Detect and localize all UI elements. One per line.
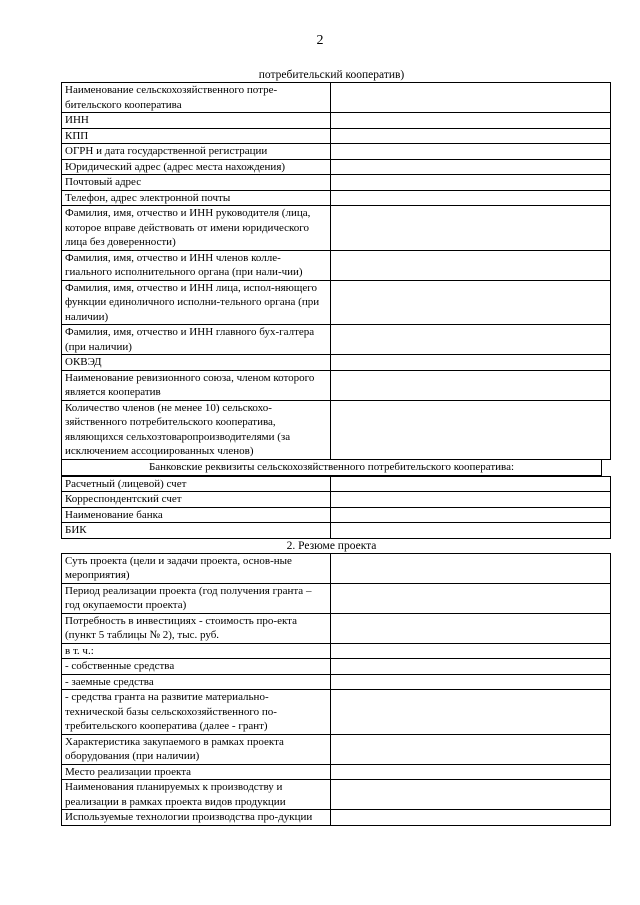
field-label: КПП [62, 128, 331, 144]
field-value[interactable] [331, 190, 611, 206]
field-value[interactable] [331, 810, 611, 826]
form-row [62, 144, 611, 160]
field-label: Расчетный (лицевой) счет [62, 476, 331, 492]
form-row [62, 507, 611, 523]
form-row [62, 643, 611, 659]
field-value[interactable] [331, 400, 611, 459]
project-summary-heading: 2. Резюме проекта [286, 539, 377, 552]
field-value[interactable] [331, 83, 611, 113]
field-value[interactable] [331, 175, 611, 191]
form-row [62, 523, 611, 539]
field-label: Наименование банка [62, 507, 331, 523]
field-value[interactable] [331, 206, 611, 251]
field-label: Характеристика закупаемого в рамках проекта оборудования (при наличии) [62, 734, 331, 764]
field-value[interactable] [331, 370, 611, 400]
form-row [62, 190, 611, 206]
field-label: ОГРН и дата государственной регистрации [62, 144, 331, 160]
field-label: Фамилия, имя, отчество и ИНН лица, испол-няющего функции единоличного исполни-тельного органа (при наличии) [62, 280, 331, 325]
form-row [62, 280, 611, 325]
form-row [62, 583, 611, 613]
field-value[interactable] [331, 128, 611, 144]
field-value[interactable] [331, 144, 611, 160]
application-form [61, 68, 602, 826]
form-row [62, 780, 611, 810]
field-value[interactable] [331, 355, 611, 371]
field-value[interactable] [331, 583, 611, 613]
form-row [62, 674, 611, 690]
field-value[interactable] [331, 643, 611, 659]
field-label: Фамилия, имя, отчество и ИНН членов колле-гиального исполнительного органа (при нали-чии) [62, 250, 331, 280]
field-label: Корреспондентский счет [62, 492, 331, 508]
form-row [62, 553, 611, 583]
field-label: Телефон, адрес электронной почты [62, 190, 331, 206]
field-value[interactable] [331, 690, 611, 735]
field-label: Наименования планируемых к производству и реализации в рамках проекта видов продукции [62, 780, 331, 810]
field-label: Фамилия, имя, отчество и ИНН главного бух-галтера (при наличии) [62, 325, 331, 355]
field-label: ОКВЭД [62, 355, 331, 371]
field-value[interactable] [331, 613, 611, 643]
field-label: Юридический адрес (адрес места нахождения) [62, 159, 331, 175]
field-value[interactable] [331, 476, 611, 492]
field-label: - средства гранта на развитие материально-технической базы сельскохозяйственного по-требительского кооператива (далее - грант) [62, 690, 331, 735]
form-row [62, 206, 611, 251]
form-row [62, 400, 611, 459]
field-label: БИК [62, 523, 331, 539]
field-value[interactable] [331, 507, 611, 523]
field-label: - собственные средства [62, 659, 331, 675]
field-label: Фамилия, имя, отчество и ИНН руководителя (лица, которое вправе действовать от имени юридического лица без доверенности) [62, 206, 331, 251]
field-value[interactable] [331, 523, 611, 539]
form-row [62, 325, 611, 355]
field-value[interactable] [331, 325, 611, 355]
field-value[interactable] [331, 159, 611, 175]
form-row [62, 370, 611, 400]
form-row [62, 734, 611, 764]
field-value[interactable] [331, 734, 611, 764]
bank-details-table [61, 476, 611, 539]
form-row [62, 613, 611, 643]
field-value[interactable] [331, 492, 611, 508]
field-label: Место реализации проекта [62, 764, 331, 780]
form-row [62, 83, 611, 113]
field-label: Наименование сельскохозяйственного потре-бительского кооператива [62, 83, 331, 113]
field-value[interactable] [331, 553, 611, 583]
field-label: Потребность в инвестициях - стоимость про-екта (пункт 5 таблицы № 2), тыс. руб. [62, 613, 331, 643]
project-summary-table [61, 553, 611, 826]
form-row [62, 113, 611, 129]
field-label: - заемные средства [62, 674, 331, 690]
field-value[interactable] [331, 250, 611, 280]
form-row [62, 492, 611, 508]
form-row [62, 476, 611, 492]
field-label: Наименование ревизионного союза, членом которого является кооператив [62, 370, 331, 400]
form-row [62, 250, 611, 280]
form-row [62, 659, 611, 675]
form-row [62, 128, 611, 144]
page-number: 2 [316, 33, 324, 48]
field-label: Используемые технологии производства про-дукции [62, 810, 331, 826]
field-value[interactable] [331, 780, 611, 810]
field-label: в т. ч.: [62, 643, 331, 659]
section1-heading-tail: потребительский кооператив) [258, 69, 405, 81]
form-row [62, 690, 611, 735]
field-label: Количество членов (не менее 10) сельскохо-зяйственного потребительского кооператива, являющихся сельхозтоваропроизводителями (за исключением ассоциированных членов) [62, 400, 331, 459]
form-row [62, 764, 611, 780]
field-value[interactable] [331, 659, 611, 675]
bank-details-heading: Банковские реквизиты сельскохозяйственного потребительского кооператива: [61, 460, 602, 476]
form-row [62, 355, 611, 371]
form-row [62, 159, 611, 175]
field-value[interactable] [331, 764, 611, 780]
field-label: Суть проекта (цели и задачи проекта, основ-ные мероприятия) [62, 553, 331, 583]
form-row [62, 810, 611, 826]
field-label: Почтовый адрес [62, 175, 331, 191]
field-value[interactable] [331, 280, 611, 325]
field-label: Период реализации проекта (год получения гранта – год окупаемости проекта) [62, 583, 331, 613]
cooperative-info-table [61, 82, 611, 460]
field-label: ИНН [62, 113, 331, 129]
field-value[interactable] [331, 674, 611, 690]
field-value[interactable] [331, 113, 611, 129]
form-row [62, 175, 611, 191]
